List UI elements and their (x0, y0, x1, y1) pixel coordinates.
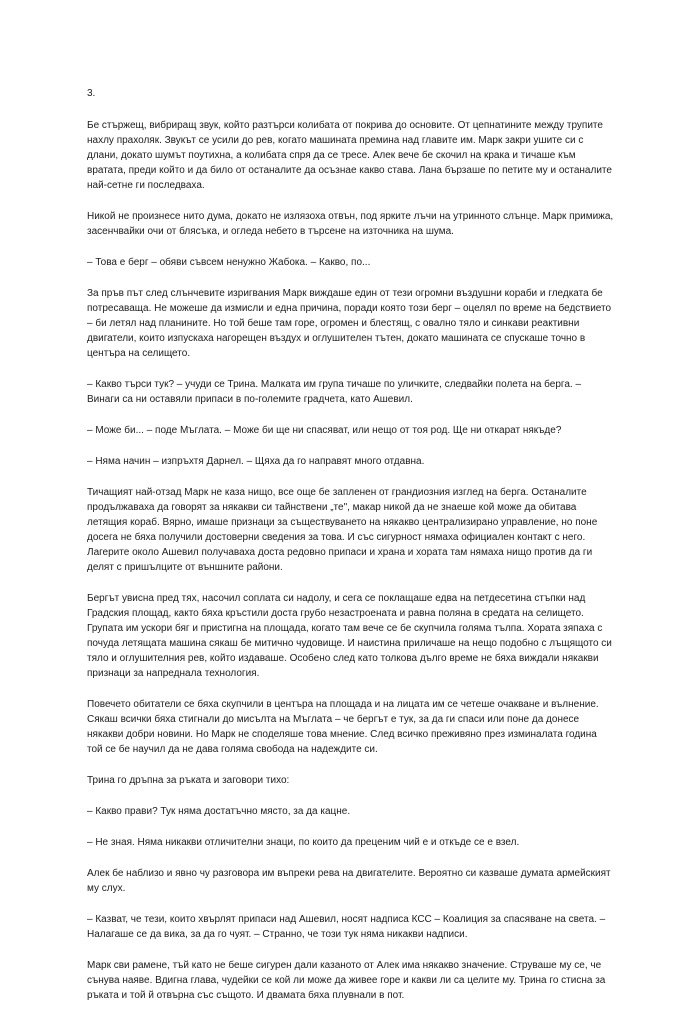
paragraph: – Какво търси тук? – учуди се Трина. Малката им група тичаше по уличките, следвайки полета на берга. – Винаги са ни оставяли припаси в по-големите градчета, като Ашевил. (87, 379, 582, 405)
paragraph: – Може би... – поде Мъглата. – Може би ще ни спасяват, или нещо от тоя род. Ще ни откарат някъде? (87, 425, 562, 436)
paragraph: Трина го дръпна за ръката и заговори тихо: (87, 775, 290, 786)
paragraph: Никой не произнесе нито дума, докато не излязоха отвън, под ярките лъчи на утринното слънце. Марк примижа, засенчвайки очи от блясъка, и огледа небето в търсене на източника на шума. (87, 211, 614, 237)
paragraph: Бергът увисна пред тях, насочил соплата си надолу, и сега се поклащаше едва на петдесетина стъпки над Градския площад, както бяха кръстили доста грубо незастроената и равна поляна в средата на селището. Групата им ускори бяг и пристигна на площада, когато там вече се бе скупчила голяма тълпа. Хората зяпаха с почуда летящата машина сякаш бе митично чудовище. И наистина приличаше на нещо подобно с лъщящото си тяло и оглушителния рев, който издаваше. Особено след като толкова дълго време не бяха виждали някакви признаци за напреднала технология. (87, 593, 612, 679)
paragraph: Повечето обитатели се бяха скупчили в центъра на площада и на лицата им се четеше очакване и вълнение. Сякаш всички бяха стигнали до мисълта на Мъглата – че бергът е тук, за да ги спаси или поне да донесе някакви добри новини. Но Марк не споделяше това мнение. След всичко преживяно през изминалата година той се бе научил да не дава голяма свобода на надеждите си. (87, 699, 599, 755)
chapter-number: 3. (87, 88, 96, 99)
paragraph: За пръв път след слънчевите изригвания Марк виждаше един от тези огромни въздушни кораби и гледката бе потресаваща. Не можеше да измисли и една причина, поради която този берг – оцелял по време на бедствието – би летял над планините. Но той беше там горе, огромен и блестящ, с овално тяло и синкави реактивни двигатели, които изпускаха нагорещен въздух и оглушителен тътен, докато машината се спускаше точно в центъра на селището. (87, 288, 612, 359)
paragraph: – Не зная. Няма никакви отличителни знаци, по които да преценим чий е и откъде се е взел. (87, 837, 520, 848)
page-content (87, 86, 615, 1019)
paragraph: Алек бе наблизо и явно чу разговора им въпреки рева на двигателите. Вероятно си казваше думата армейският му слух. (87, 868, 611, 894)
paragraph: – Няма начин – изпръхтя Дарнел. – Щяха да го направят много отдавна. (87, 456, 425, 467)
paragraph: – Казват, че тези, които хвърлят припаси над Ашевил, носят надписа КСС – Коалиция за спасяване на света. – Налагаше се да вика, за да го чуят. – Странно, че този тук няма никакви надписи. (87, 914, 606, 940)
paragraph: Марк сви рамене, тъй като не беше сигурен дали казаното от Алек има някакво значение. Струваше му се, че сънува наяве. Вдигна глава, чудейки се кой ли може да живее горе и какви ли са целите му. Трина го стисна за ръката и той й отвърна със същото. И двамата бяха плувнали в пот. (87, 960, 606, 1001)
paragraph: – Какво прави? Тук няма достатъчно място, за да кацне. (87, 806, 351, 817)
paragraph: Бе стържещ, вибриращ звук, който разтърси колибата от покрива до основите. От цепнатините между трупите нахлу прахоляк. Звукът се усили до рев, когато машината премина над главите им. Марк закри ушите си с длани, докато шумът поутихна, а колибата спря да се тресе. Алек вече бе скочил на крака и тичаше към вратата, преди който и да било от останалите да осъзнае какво става. Лана бързаше по петите му и останалите най-сетне ги последваха. (87, 120, 612, 191)
paragraph: Тичащият най-отзад Марк не каза нищо, все още бе запленен от грандиозния изглед на берга. Останалите продължаваха да говорят за някакви си тайнствени „те", макар никой да не знаеше кой може да обитава летящия кораб. Вярно, имаше признаци за съществуването на някакво централизирано управление, но поне досега не бяха получили достоверни сведения за това. И със сигурност нямаха официален контакт с него. Лагерите около Ашевил получаваха доста редовно припаси и храна и хората там нямаха нищо против да ги делят с пришълците от външните райони. (87, 487, 598, 573)
paragraph: – Това е берг – обяви съвсем ненужно Жабока. – Какво, по... (87, 257, 371, 268)
